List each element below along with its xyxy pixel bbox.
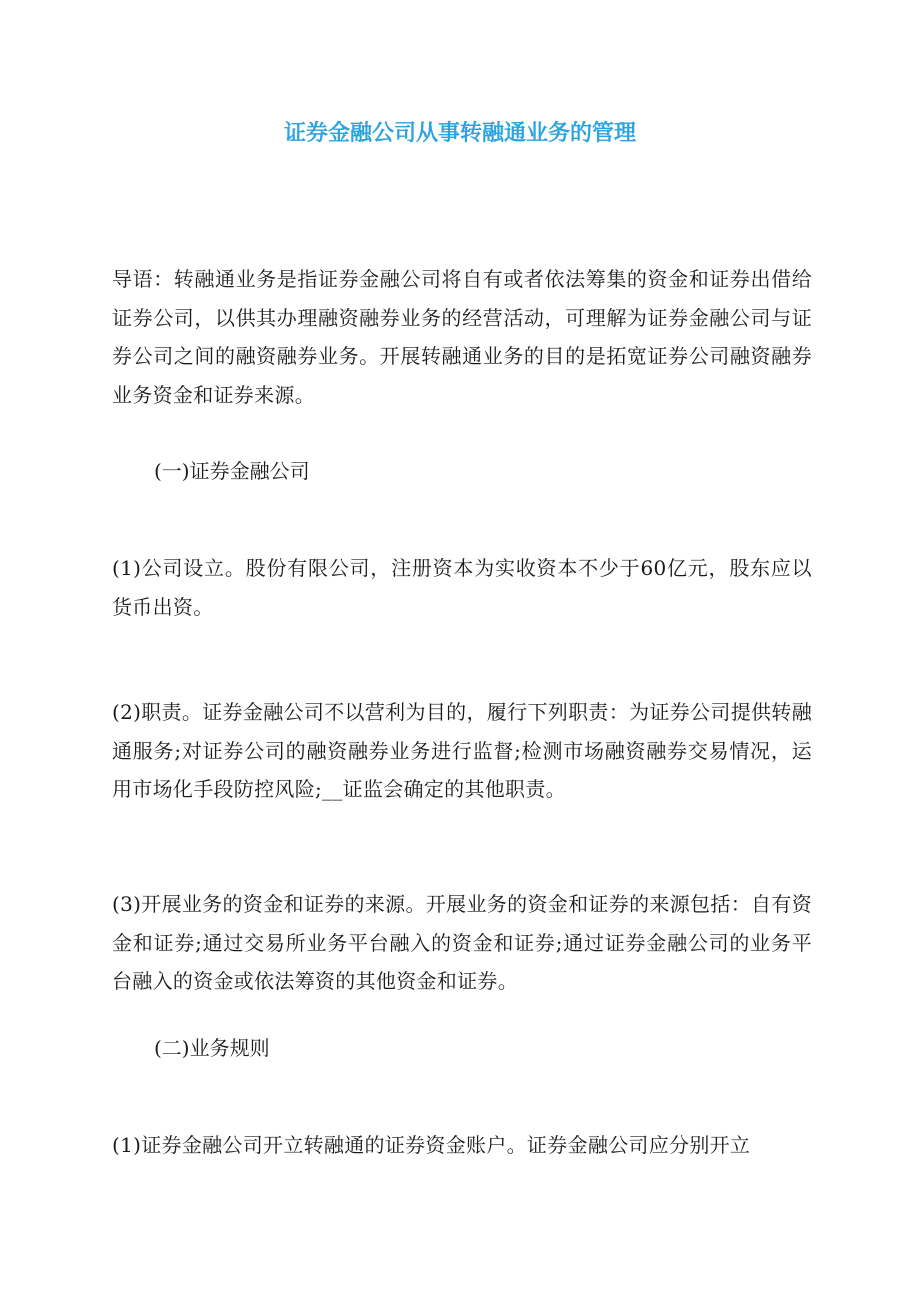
section-heading-business-rules: (二)业务规则 — [154, 1036, 270, 1060]
document-title: 证券金融公司从事转融通业务的管理 — [283, 121, 636, 146]
intro-paragraph: 导语：转融通业务是指证券金融公司将自有或者依法筹集的资金和证券出借给证券公司，以供其办理融资融券业务的经营活动，可理解为证券金融公司与证券公司之间的融资融券业务。开展转融通业务的目的是拓宽证券公司融资融券业务资金和证券来源。 — [112, 267, 812, 407]
paragraph-company-establishment: (1)公司设立。股份有限公司，注册资本为实收资本不少于60亿元，股东应以货币出资。 — [112, 556, 812, 619]
section-heading-securities-finance-company: (一)证券金融公司 — [154, 459, 310, 483]
paragraph-funding-sources: (3)开展业务的资金和证券的来源。开展业务的资金和证券的来源包括：自有资金和证券;通过交易所业务平台融入的资金和证券;通过证券金融公司的业务平台融入的资金或依法筹资的其他资金和证券。 — [112, 892, 812, 993]
paragraph-account-opening: (1)证券金融公司开立转融通的证券资金账户。证券金融公司应分别开立 — [112, 1133, 751, 1157]
paragraph-duties: (2)职责。证券金融公司不以营利为目的，履行下列职责：为证券公司提供转融通服务;对证券公司的融资融券业务进行监督;检测市场融资融券交易情况，运用市场化手段防控风险;__证监会确定的其他职责。 — [112, 700, 812, 801]
